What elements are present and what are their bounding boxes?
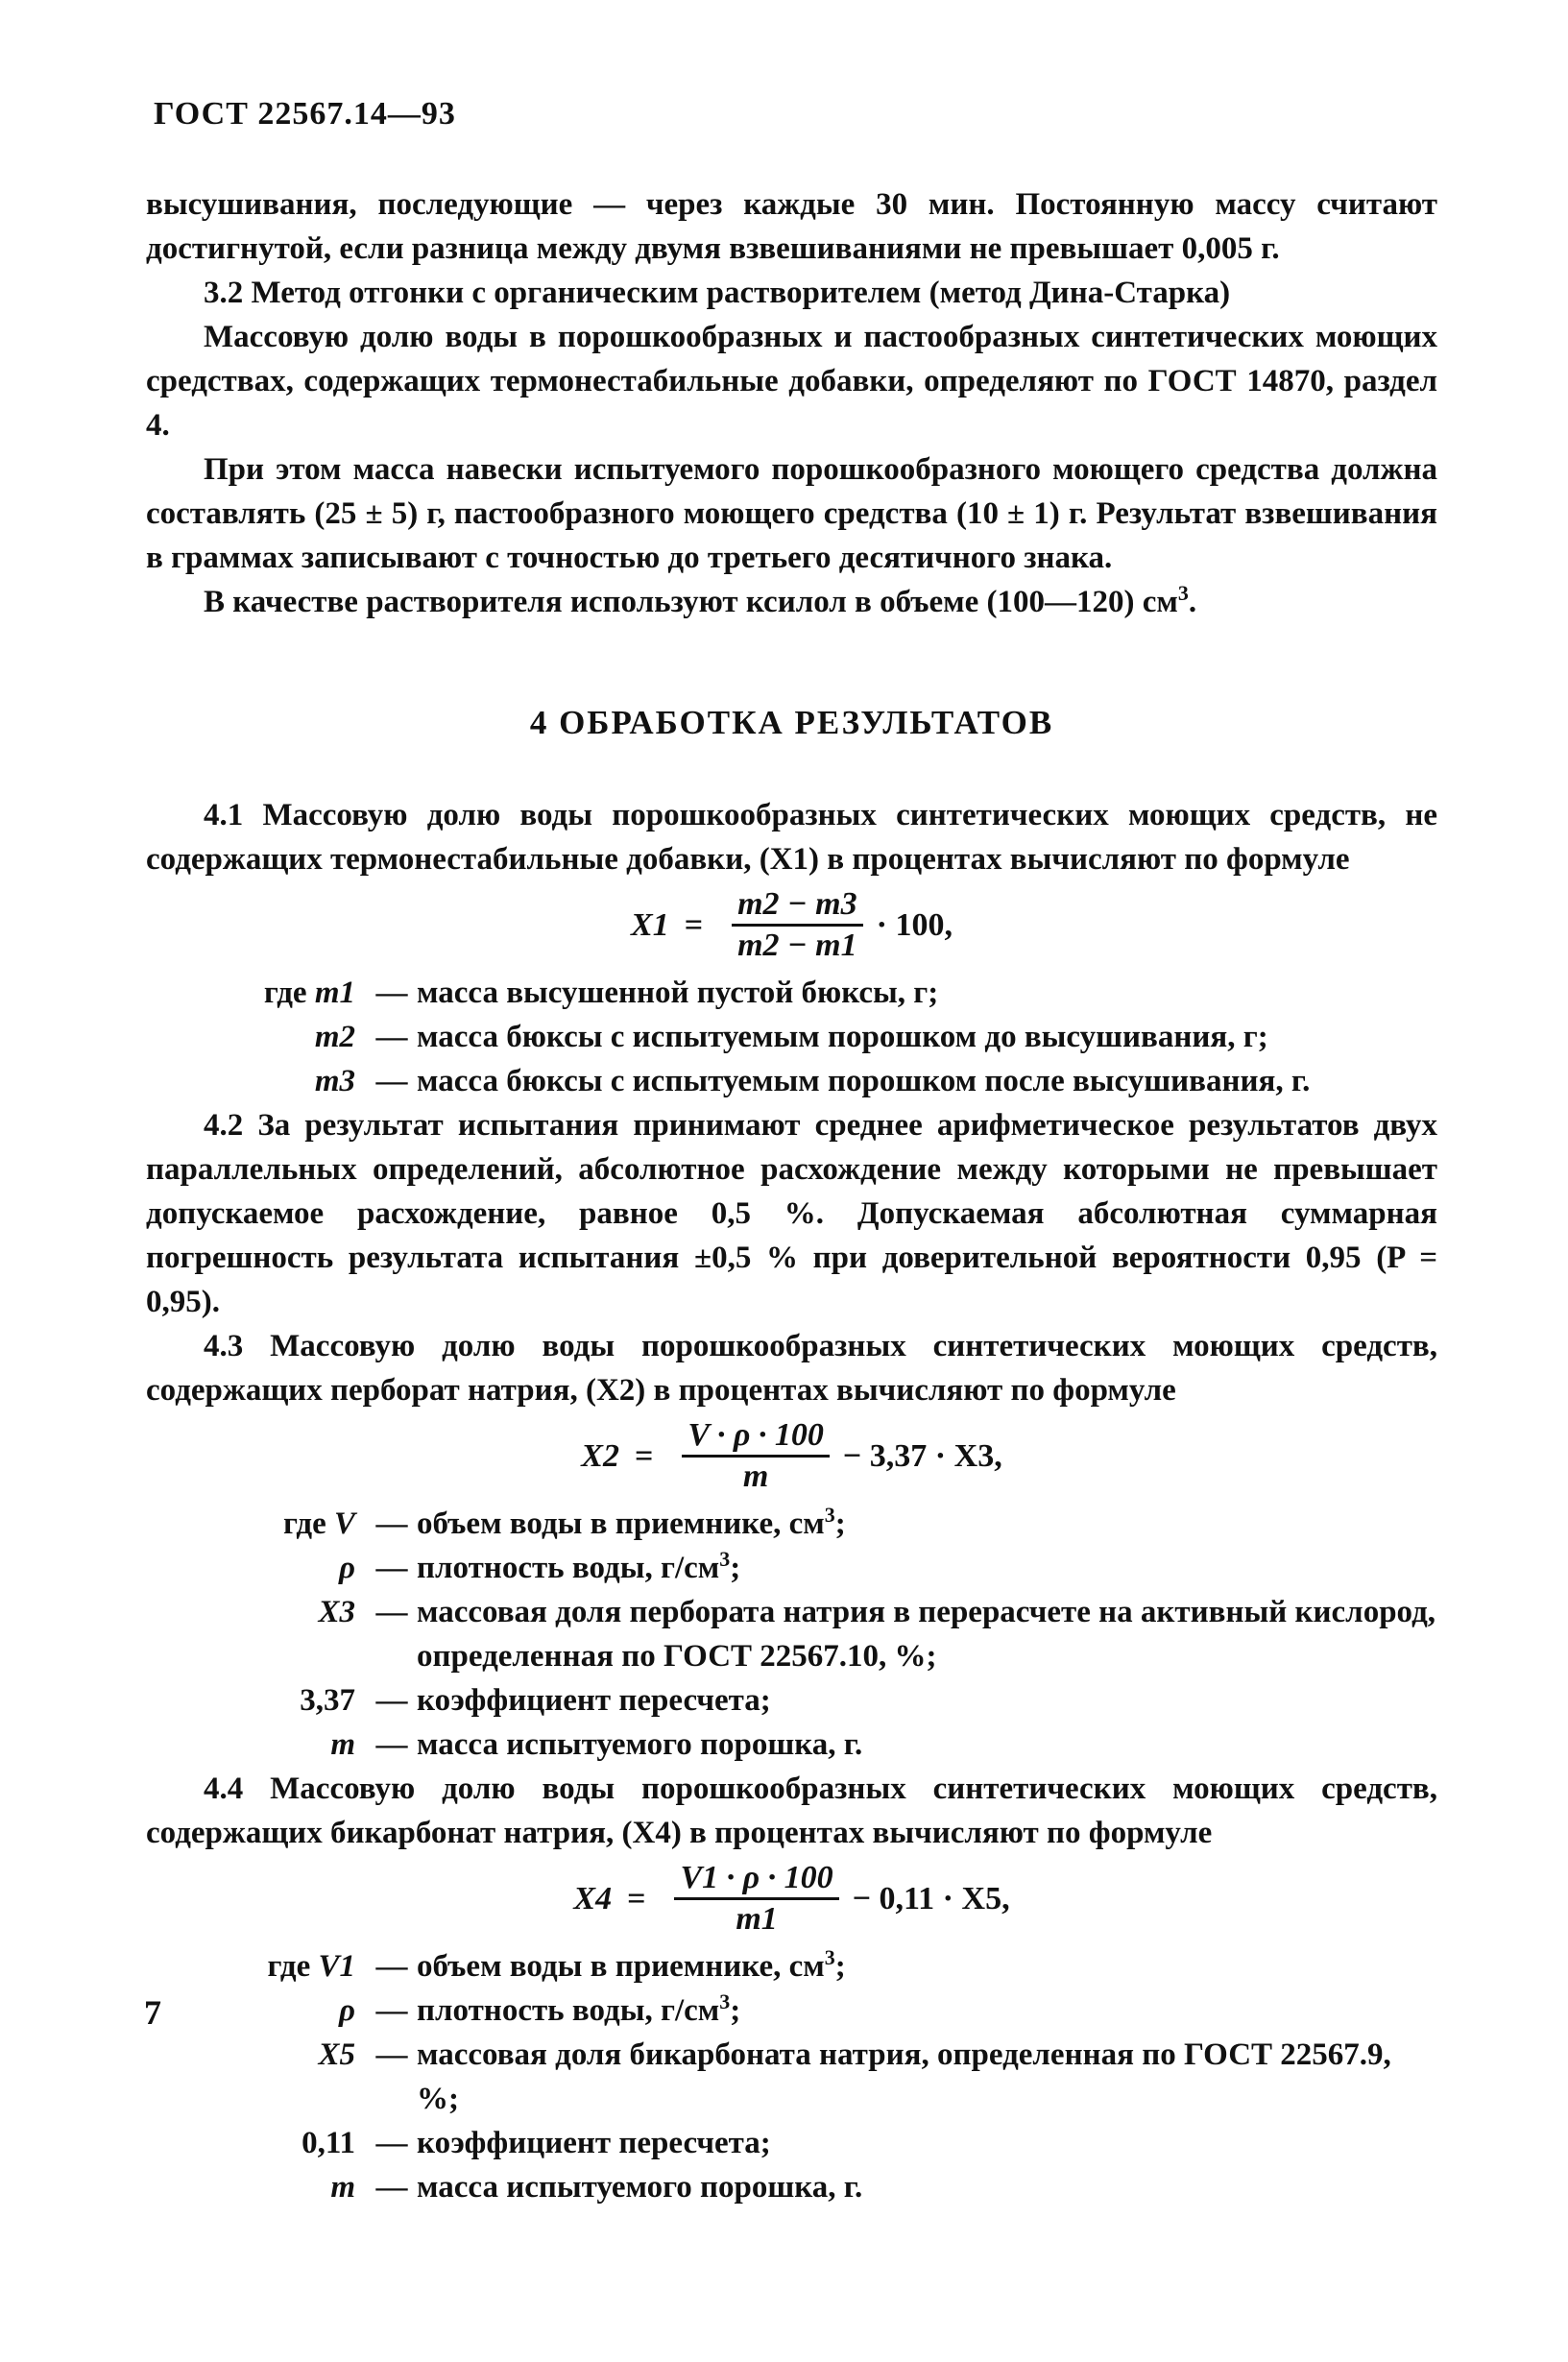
var-description-text: плотность воды, г/см [417,1993,720,2028]
var-symbol [146,1988,367,2033]
clause-4-1: 4.1 Массовую долю воды порошкообразных синтетических моющих средств, не содержащих термонестабильные добавки, (X1) в процентах вычисляют по формуле [146,798,1437,877]
var-definition-row [146,1590,1437,1678]
var-description-end: ; [730,1551,741,1585]
formula-x1 [146,885,1437,965]
var-definition-row [146,1988,1437,2033]
var-symbol [146,971,367,1015]
var-dash: — [375,2037,408,2072]
var-dash: — [375,1683,408,1718]
formula-x2-denominator: m [742,1458,769,1494]
var-description-end: ; [834,1506,846,1541]
formula-x1-fraction [732,885,863,965]
var-description-text: коэффициент пересчета; [417,1683,771,1718]
formula-x1-numerator: m2 − m3 [732,885,863,927]
var-description [417,1988,1437,2033]
var-description-text: масса высушенной пустой бюксы, г; [417,976,939,1010]
var-symbol-name: X5 [318,2037,355,2072]
var-description-end: ; [730,1993,741,2028]
solvent-text: В качестве растворителя используют ксилол в объеме (100—120) см [204,585,1178,619]
var-definition-row [146,1678,1437,1723]
var-description-text: плотность воды, г/см [417,1551,720,1585]
var-dash: — [375,976,408,1010]
formula-x4-tail: − 0,11 · X5, [852,1880,1010,1916]
var-description-sup: 3 [719,1547,731,1571]
formula-x4-fraction [674,1859,838,1939]
var-description [417,1015,1437,1059]
var-definition-row [146,1059,1437,1103]
var-symbol-name: m1 [314,976,355,1010]
var-description-sup: 3 [824,1945,835,1969]
var-dash: — [375,1551,408,1585]
var-symbol-name: m2 [314,1020,355,1054]
var-symbol [146,1944,367,1988]
var-description-text: коэффициент пересчета; [417,2126,771,2160]
var-description-text: масса испытуемого порошка, г. [417,2170,863,2205]
var-symbol-name: 0,11 [302,2126,355,2160]
formula-x2-eq: = [634,1437,654,1474]
var-symbol-name: m [330,1727,355,1762]
formula-x1-lhs: X1 [631,906,669,943]
page-number: 7 [144,1993,161,2032]
var-description-text: масса бюксы с испытуемым порошком после высушивания, г. [417,1064,1311,1098]
paragraph-drying: высушивания, последующие — через каждые 30 мин. Постоянную массу считают достигнутой, если разница между двумя взвешиваниями не превышает 0,005 г. [146,187,1437,266]
formula-x2-numerator: V · ρ · 100 [682,1416,830,1458]
formula-x2-tail: − 3,37 · X3, [842,1437,1002,1474]
var-dash: — [375,1506,408,1541]
var-description-sup: 3 [824,1503,835,1527]
var-symbol-name: m [330,2170,355,2205]
formula-x1-denominator: m2 − m1 [737,928,857,963]
var-description [417,1678,1437,1723]
var-symbol [146,1590,367,1678]
var-definition-row [146,1015,1437,1059]
section-4-title: 4 ОБРАБОТКА РЕЗУЛЬТАТОВ [529,704,1054,741]
var-dash: — [375,1064,408,1098]
var-definition-row [146,971,1437,1015]
formula-x4-eq: = [627,1880,646,1916]
formula-x1-eq: = [684,906,704,943]
var-dash: — [375,1727,408,1762]
var-symbol [146,2165,367,2209]
var-description [417,1944,1437,1988]
var-definition-row [146,1723,1437,1767]
var-description [417,2165,1437,2209]
var-description-text: масса бюксы с испытуемым порошком до высушивания, г; [417,1020,1268,1054]
var-description [417,1590,1437,1678]
var-description-text: массовая доля бикарбоната натрия, определенная по ГОСТ 22567.9, %; [417,2037,1391,2116]
var-definition-row [146,1546,1437,1590]
vars-list-2 [146,1502,1437,1767]
var-definition-row [146,2033,1437,2121]
var-symbol [146,1678,367,1723]
formula-x4 [146,1859,1437,1939]
clause-4-3: 4.3 Массовую долю воды порошкообразных синтетических моющих средств, содержащих перборат натрия, (X2) в процентах вычисляют по формуле [146,1329,1437,1408]
var-lead-word: где [283,1506,326,1541]
var-description-text: объем воды в приемнике, см [417,1506,825,1541]
var-description [417,1502,1437,1546]
formula-x4-lhs: X4 [573,1880,613,1916]
var-symbol-name: m3 [314,1064,355,1098]
var-symbol-name: ρ [339,1993,355,2028]
var-dash: — [375,1993,408,2028]
clause-4-4: 4.4 Массовую долю воды порошкообразных синтетических моющих средств, содержащих бикарбонат натрия, (X4) в процентах вычисляют по формуле [146,1772,1437,1850]
var-description [417,971,1437,1015]
solvent-end: . [1188,585,1197,619]
var-definition-row [146,1944,1437,1988]
var-definition-row [146,2165,1437,2209]
var-symbol [146,1723,367,1767]
var-symbol-name: X3 [318,1595,355,1629]
var-description-end: ; [834,1949,846,1984]
var-symbol [146,1059,367,1103]
var-symbol [146,1502,367,1546]
clause-4-2: 4.2 За результат испытания принимают среднее арифметическое результатов двух параллельных определений, абсолютное расхождение между которыми не превышает допускаемое расхождение, равное 0,5 %. Допускаемая абсолютная суммарная погрешность результата испытания ±0,5 % при доверительной вероятности 0,95 (P = 0,95). [146,1108,1437,1319]
var-dash: — [375,1020,408,1054]
var-definition-row [146,1502,1437,1546]
var-symbol-name: 3,37 [300,1683,355,1718]
var-symbol [146,1546,367,1590]
solvent-sup: 3 [1177,581,1189,605]
formula-x2 [146,1416,1437,1496]
var-dash: — [375,2170,408,2205]
var-description-text: масса испытуемого порошка, г. [417,1727,863,1762]
var-description-text: объем воды в приемнике, см [417,1949,825,1984]
var-description-continuation: определенная по ГОСТ 22567.10, %; [417,1639,937,1674]
var-dash: — [375,1949,408,1984]
paragraph-solvent [146,580,1437,624]
var-description-sup: 3 [719,1989,731,2013]
var-description [417,2033,1437,2121]
var-lead-word: где [267,1949,311,1984]
vars-list-3 [146,1944,1437,2209]
var-description-text: массовая доля пербората натрия в перерасчете на активный кислород, [417,1595,1436,1629]
var-description [417,2121,1437,2165]
var-lead-word: где [263,976,307,1010]
var-description [417,1723,1437,1767]
formula-x1-tail: · 100, [876,906,953,943]
var-symbol [146,2121,367,2165]
var-dash: — [375,2126,408,2160]
var-symbol [146,2033,367,2121]
var-symbol-name: ρ [339,1551,355,1585]
subsection-3-2-title: 3.2 Метод отгонки с органическим растворителем (метод Дина-Старка) [204,276,1231,310]
formula-x4-numerator: V1 · ρ · 100 [674,1859,838,1900]
var-description [417,1546,1437,1590]
formula-x4-denominator: m1 [736,1901,778,1937]
var-symbol-name: V1 [318,1949,355,1984]
var-dash: — [375,1595,408,1629]
document-body [146,182,1437,2209]
var-definition-row [146,2121,1437,2165]
var-symbol-name: V [333,1506,355,1541]
var-symbol [146,1015,367,1059]
var-description [417,1059,1437,1103]
formula-x2-lhs: X2 [581,1437,619,1474]
paragraph-dean-stark: Массовую долю воды в порошкообразных и пастообразных синтетических моющих средствах, содержащих термонестабильные добавки, определяют по ГОСТ 14870, раздел 4. [146,320,1437,443]
paragraph-sample-mass: При этом масса навески испытуемого порошкообразного моющего средства должна составлять (25 ± 5) г, пастообразного моющего средства (10 ± 1) г. Результат взвешивания в граммах записывают с точностью до третьего десятичного знака. [146,452,1437,575]
document-header: ГОСТ 22567.14—93 [154,96,456,132]
formula-x2-fraction [682,1416,830,1496]
vars-list-1 [146,971,1437,1103]
